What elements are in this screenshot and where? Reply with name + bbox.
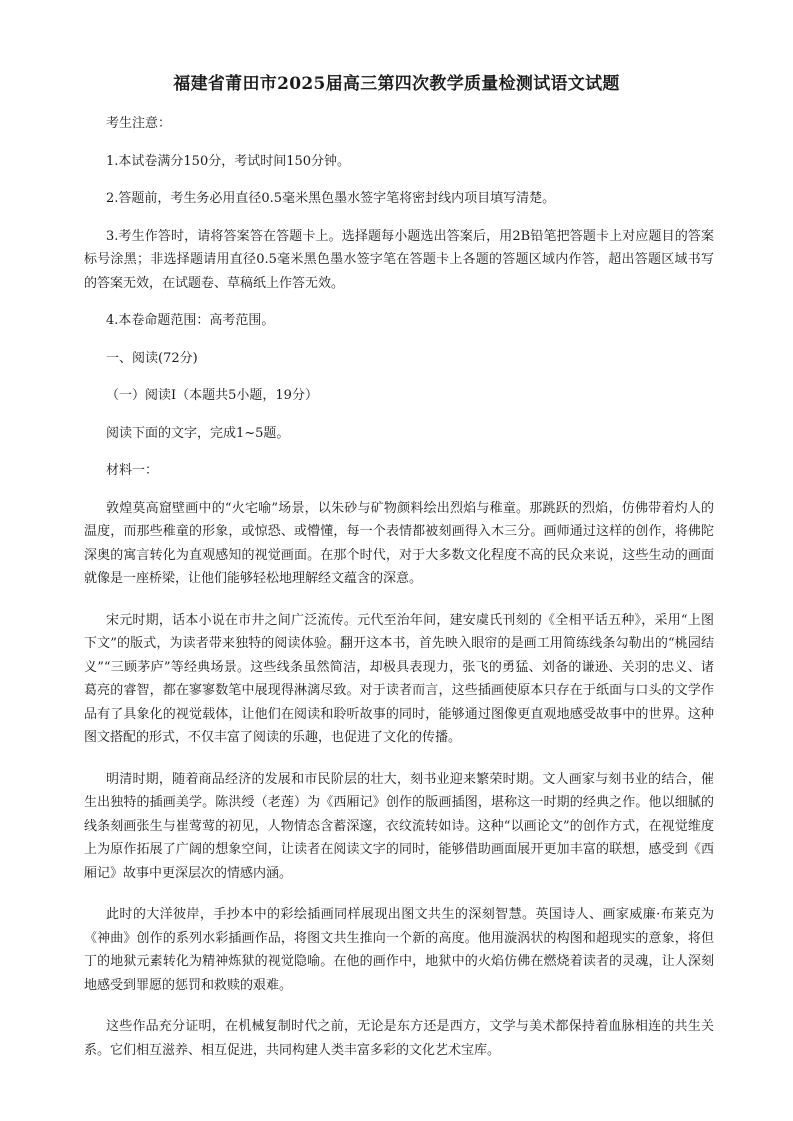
- exam-title: 福建省莆田市2025届高三第四次教学质量检测试语文试题: [173, 74, 620, 94]
- notice-item-4: 4.本卷命题范围：高考范围。: [106, 313, 275, 328]
- notice-heading: 考生注意：: [106, 116, 172, 131]
- section-heading: 一、阅读(72分): [106, 350, 198, 366]
- notice-item-1: 1.本试卷满分150分，考试时间150分钟。: [106, 153, 351, 169]
- reading-instruction: 阅读下面的文字，完成1~5题。: [106, 425, 290, 441]
- body-paragraph-5: 这些作品充分证明，在机械复制时代之前，无论是东方还是西方，文学与美术都保持着血脉相连的共生关系。它们相互滋养、相互促进，共同构建人类丰富多彩的文化艺术宝库。: [84, 1019, 714, 1058]
- material-label: 材料一：: [106, 463, 159, 478]
- body-paragraph-1: 敦煌莫高窟壁画中的“火宅喻”场景，以朱砂与矿物颜料绘出烈焰与稚童。那跳跃的烈焰，仿佛带着灼人的温度，而那些稚童的形象，或惊恐、或懵懂，每一个表情都被刻画得入木三分。画师通过这样的创作，将佛陀深奥的寓言转化为直观感知的视觉画面。在那个时代，对于大多数文化程度不高的民众来说，这些生动的画面就像是一座桥梁，让他们能够轻松地理解经文蕴含的深意。: [84, 500, 714, 586]
- notice-item-2: 2.答题前，考生务必用直径0.5毫米黑色墨水签字笔将密封线内项目填写清楚。: [106, 191, 556, 206]
- notice-item-3: 3.考生作答时，请将答案答在答题卡上。选择题每小题选出答案后，用2B铅笔把答题卡上对应题目的答案标号涂黑；非选择题请用直径0.5毫米黑色墨水签字笔在答题卡上各题的答题区域内作答，超出答题区域书写的答案无效，在试题卷、草稿纸上作答无效。: [84, 228, 714, 291]
- subsection-heading: （一）阅读Ⅰ（本题共5小题，19分）: [106, 388, 318, 403]
- body-paragraph-3: 明清时期，随着商品经济的发展和市民阶层的壮大，刻书业迎来繁荣时期。文人画家与刻书业的结合，催生出独特的插画美学。陈洪绶（老莲）为《西厢记》创作的版画插图，堪称这一时期的经典之作。他以细腻的线条刻画张生与崔莺莺的初见，人物情态含蓄深邃，衣纹流转如诗。这种“以画论文”的创作方式，在视觉维度上为原作拓展了广阔的想象空间，让读者在阅读文字的同时，能够借助画面展开更加丰富的联想，感受到《西厢记》故事中更深层次的情感内涵。: [84, 771, 714, 881]
- body-paragraph-2: 宋元时期，话本小说在市井之间广泛流传。元代至治年间，建安虞氏刊刻的《全相平话五种》，采用“上图下文”的版式，为读者带来独特的阅读体验。翻开这本书，首先映入眼帘的是画工用简练线条勾勒出的“桃园结义”“三顾茅庐”等经典场景。这些线条虽然简洁，却极具表现力，张飞的勇猛、刘备的谦逊、关羽的忠义、诸葛亮的睿智，都在寥寥数笔中展现得淋漓尽致。对于读者而言，这些插画使原本只存在于纸面与口头的文学作品有了具象化的视觉载体，让他们在阅读和聆听故事的同时，能够通过图像更直观地感受故事中的世界。这种图文搭配的形式，不仅丰富了阅读的乐趣，也促进了文化的传播。: [84, 612, 714, 745]
- body-paragraph-4: 此时的大洋彼岸，手抄本中的彩绘插画同样展现出图文共生的深刻智慧。英国诗人、画家威廉·布莱克为《神曲》创作的系列水彩插画作品，将图文共生推向一个新的高度。他用漩涡状的构图和超现实的意象，将但丁的地狱元素转化为精神炼狱的视觉隐喻。在他的画作中，地狱中的火焰仿佛在燃烧着读者的灵魂，让人深刻地感受到罪愿的惩罚和救赎的艰难。: [84, 907, 714, 993]
- exam-content: [84, 112, 714, 1076]
